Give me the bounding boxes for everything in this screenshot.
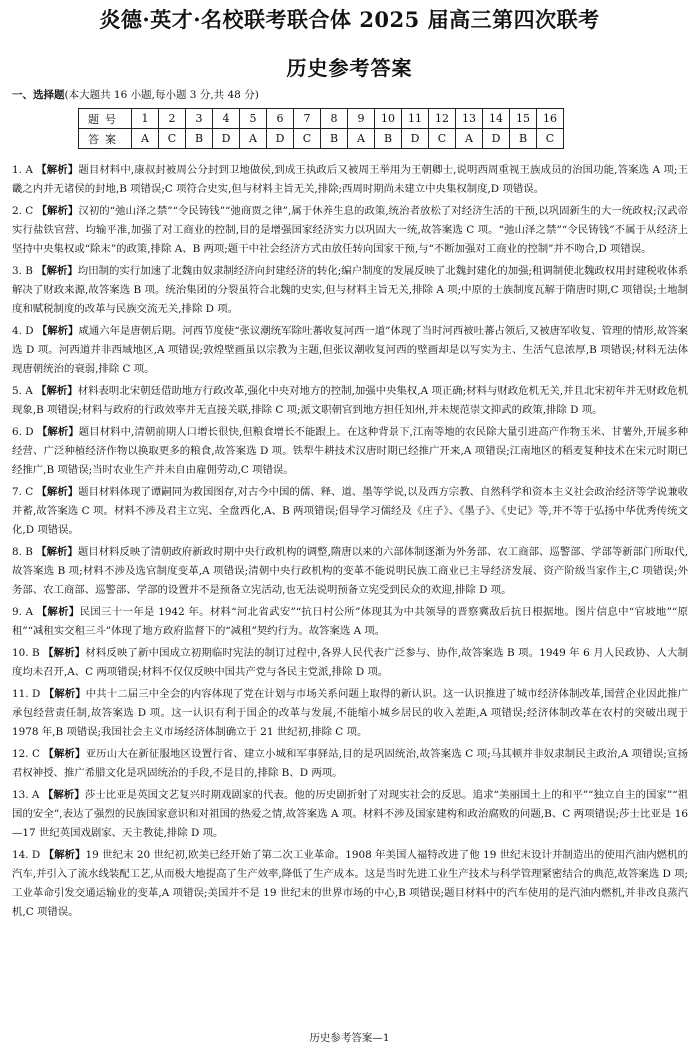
section-heading-label: 一、选择题 [12,89,65,101]
number-cell: 11 [402,109,429,129]
answer-cell: C [429,129,456,149]
explanation-item [12,382,688,420]
answer-cell: C [159,129,186,149]
number-cell: 13 [456,109,483,129]
explanation-item [12,745,688,783]
item-number: 6. D [12,426,34,438]
answer-cell: A [456,129,483,149]
item-number: 12. C [12,748,40,760]
number-cell: 4 [213,109,240,129]
answer-table-number-row [79,109,564,129]
item-text: 咸通六年是唐朝后期。河西节度使“张议潮统军除吐蕃收复河西一道”体现了当时河西被吐蕃占领后,又被唐军收复、管理的情形,故答案选 D 项。河西道并非西域地区,A 项错误;敦煌壁画虽以宗教为主题,但张议潮收复河西的壁画却是以写实为主、生活气息浓厚,B 项错误;材料无法体现唐朝统治的衰弱,排除 C 项。 [12,325,688,375]
number-cell: 6 [267,109,294,129]
section-heading [12,87,259,102]
answer-cell: D [402,129,429,149]
answer-cell: D [483,129,510,149]
explanation-item [12,322,688,379]
item-text: 均田制的实行加速了北魏由奴隶制经济向封建经济的转化;编户制度的发展反映了北魏封建化的加强;租调制使北魏政权用封建税收体系解决了财政来源,故答案选 B 项。统治集团的分裂虽符合北魏的史实,但与材料主旨无关,排除 A 项;中原的士族制度瓦解于隋唐时期,C 项错误;土地制度和赋税制度的改革与民族交流无关,排除 D 项。 [12,265,689,315]
explanation-item [12,685,688,742]
item-tag: 【解析】 [36,265,78,277]
number-cell: 15 [510,109,537,129]
item-number: 5. A [12,385,33,397]
item-number: 14. D [12,849,41,861]
item-tag: 【解析】 [43,647,86,659]
explanation-list [12,161,688,925]
item-number: 4. D [12,325,34,337]
number-cell: 5 [240,109,267,129]
number-cell: 9 [348,109,375,129]
section-heading-note: (本大题共 16 小题,每小题 3 分,共 48 分) [64,89,259,101]
row-label-answer: 答案 [79,129,132,149]
answer-cell: A [132,129,159,149]
item-number: 10. B [12,647,40,659]
answer-cell: B [321,129,348,149]
row-label-number: 题号 [79,109,132,129]
page-footer: 历史参考答案—1 [309,1032,390,1044]
number-cell: 14 [483,109,510,129]
item-text: 题目材料反映了清朝政府新政时期中央行政机构的调整,隋唐以来的六部体制逐渐为外务部、农工商部、巡警部、学部等新部门所取代,故答案选 B 项;材料不涉及选官制度变革,A 项错误;清朝中央行政机构的变革不能说明民族工商业已主导经济发展、资产阶级当家作主,C 项错误;外务部、农工商部、巡警部、学部的设置并不是预备立宪活动,也无法说明预备立宪受到民众的欢迎,排除 D 项。 [12,546,688,596]
number-cell: 10 [375,109,402,129]
number-cell: 2 [159,109,186,129]
item-tag: 【解析】 [43,748,86,760]
item-tag: 【解析】 [36,385,78,397]
item-text: 亚历山大在新征服地区设置行省、建立小城和军事驿站,目的是巩固统治,故答案选 C 项;马其顿并非奴隶制民主政治,A 项错误;宣扬君权神授、推广希腊文化是巩固统治的手段,不是目的,排除 B、D 两项。 [12,748,688,779]
explanation-item [12,262,688,319]
item-number: 3. B [12,265,33,277]
answer-table [78,108,564,149]
answer-cell: A [240,129,267,149]
number-cell: 8 [321,109,348,129]
item-text: 19 世纪末 20 世纪初,欧美已经开始了第二次工业革命。1908 年美国人福特改进了他 19 世纪末设计并制造出的使用汽油内燃机的汽车,并引入了流水线装配工艺,从而极大地提高了生产效率,降低了生产成本。这是当时先进工业生产技术与科学管理紧密结合的典范,故答案选 D 项;工业革命引发交通运输业的变革,A 项错误;美国并不是 19 世纪末的世界市场的中心,B 项错误;题目材料中的汽车使用的是汽油内燃机,并非改良蒸汽机,C 项错误。 [12,849,688,918]
item-number: 13. A [12,789,40,801]
item-tag: 【解析】 [36,606,80,618]
explanation-item [12,846,688,922]
item-number: 1. A [12,164,33,176]
item-text: 汉初的“弛山泽之禁”“令民铸钱”“弛商贾之律”,属于休养生息的政策,统治者放松了对经济生活的干预,以巩固新生的大一统政权;汉武帝实行盐铁官营、均输平准,加强了对工商业的控制,目的是增强国家经济实力以巩固大一统,故答案选 C 项。“弛山泽之禁”“令民铸钱”不属于从经济上坚持中央集权或“除末”的政策,排除 A、B 两项;题干中社会经济方式由放任转向国家干预,与“不断加强对工商业的控制”并不吻合,D 项错误。 [12,205,688,255]
item-text: 材料反映了新中国成立初期临时宪法的制订过程中,各界人民代表广泛参与、协作,故答案选 B 项。1949 年 6 月人民政协、人大制度均未召开,A、C 两项错误;材料不仅仅反映中国共产党与各民主党派,排除 D 项。 [12,647,689,678]
item-number: 2. C [12,205,34,217]
item-tag: 【解析】 [36,164,79,176]
answer-cell: D [267,129,294,149]
explanation-item [12,543,688,600]
explanation-item [12,202,688,259]
item-number: 7. C [12,486,34,498]
explanation-item [12,603,688,641]
item-text: 材料表明北宋朝廷借助地方行政改革,强化中央对地方的控制,加强中央集权,A 项正确;材料与财政危机无关,并且北宋初年并无财政危机现象,B 项错误;材料与政府的行政效率并无直接关联,排除 C 项;派文职朝官到地方担任知州,并未规范崇文抑武的政策,排除 D 项。 [12,385,689,416]
answer-cell: B [510,129,537,149]
explanation-item [12,644,688,682]
explanation-item [12,161,688,199]
explanation-item [12,423,688,480]
item-tag: 【解析】 [36,325,79,337]
explanation-item [12,483,688,540]
number-cell: 12 [429,109,456,129]
item-number: 11. D [12,688,41,700]
answer-cell: B [375,129,402,149]
item-tag: 【解析】 [43,849,86,861]
answer-cell: C [537,129,564,149]
item-tag: 【解析】 [43,688,86,700]
item-text: 中共十二届三中全会的内容体现了党在计划与市场关系问题上取得的新认识。这一认识推进了城市经济体制改革,国营企业因此推广承包经营责任制,故答案选 D 项。这一认识有利于国企的改革与发展,不能缩小城乡居民的收入差距,A 项错误;经济体制改革在农村的突破出现于 1978 年,B 项错误;我国社会主义市场经济体制确立于 21 世纪初,排除 C 项。 [12,688,688,738]
item-text: 题目材料体现了谭嗣同为救国图存,对古今中国的儒、释、道、墨等学说,以及西方宗教、自然科学和资本主义社会政治经济等学说兼收并蓄,故答案选 C 项。材料不涉及君主立宪、全盘西化,A、B 两项错误;倡导学习儒经及《庄子》、《墨子》、《史记》等,并不等于弘扬中华优秀传统文化,D 项错误。 [12,486,689,536]
item-number: 8. B [12,546,33,558]
item-number: 9. A [12,606,34,618]
document-title: 炎德·英才·名校联考联合体 2025 届高三第四次联考 [99,7,600,32]
item-tag: 【解析】 [36,546,78,558]
answer-table-answer-row [79,129,564,149]
number-cell: 3 [186,109,213,129]
answer-cell: A [348,129,375,149]
answer-cell: D [213,129,240,149]
item-tag: 【解析】 [36,486,79,498]
answer-cell: C [294,129,321,149]
item-text: 题目材料中,康叔封被周公分封到卫地做侯,到成王执政后又被周王举用为王朝卿士,说明西周重视王族成员的治国功能,答案选 A 项;王畿之内并无诸侯的封地,B 项错误;C 项符合史实,但与材料主旨无关,排除;西周时期尚未建立中央集权制度,D 项错误。 [12,164,688,195]
answer-cell: B [186,129,213,149]
number-cell: 16 [537,109,564,129]
number-cell: 7 [294,109,321,129]
number-cell: 1 [132,109,159,129]
item-tag: 【解析】 [36,426,79,438]
document-subtitle: 历史参考答案 [286,56,413,80]
item-tag: 【解析】 [42,789,85,801]
explanation-item [12,786,688,843]
item-tag: 【解析】 [36,205,79,217]
item-text: 民国三十一年是 1942 年。材料“河北省武安”“抗日村公所”体现其为中共领导的晋察冀敌后抗日根据地。图片信息中“官坡地”“原租”“减租实交租三斗”体现了地方政府监督下的“减租”契约行为。故答案选 A 项。 [12,606,688,637]
item-text: 莎士比亚是英国文艺复兴时期戏剧家的代表。他的历史剧折射了对现实社会的反思。追求“美丽国土上的和平”“独立自主的国家”“祖国的安全”,表达了强烈的民族国家意识和对祖国的热爱之情,故答案选 A 项。材料不涉及国家建构和政治腐败的问题,B、C 两项错误;莎士比亚是 16—17 世纪英国戏剧家、天主教徒,排除 D 项。 [12,789,689,839]
item-text: 题目材料中,清朝前期人口增长很快,但粮食增长不能跟上。在这种背景下,江南等地的农民除大量引进高产作物玉米、甘薯外,开展多种经营、广泛种植经济作物以换取更多的粮食,故答案选 D 项。铁犁牛耕技术汉唐时期已经推广开来,A 项错误;江南地区的稻麦复种技术在宋元时期已经推广,B 项错误;当时农业生产并未自由雇佣劳动,C 项错误。 [12,426,688,476]
